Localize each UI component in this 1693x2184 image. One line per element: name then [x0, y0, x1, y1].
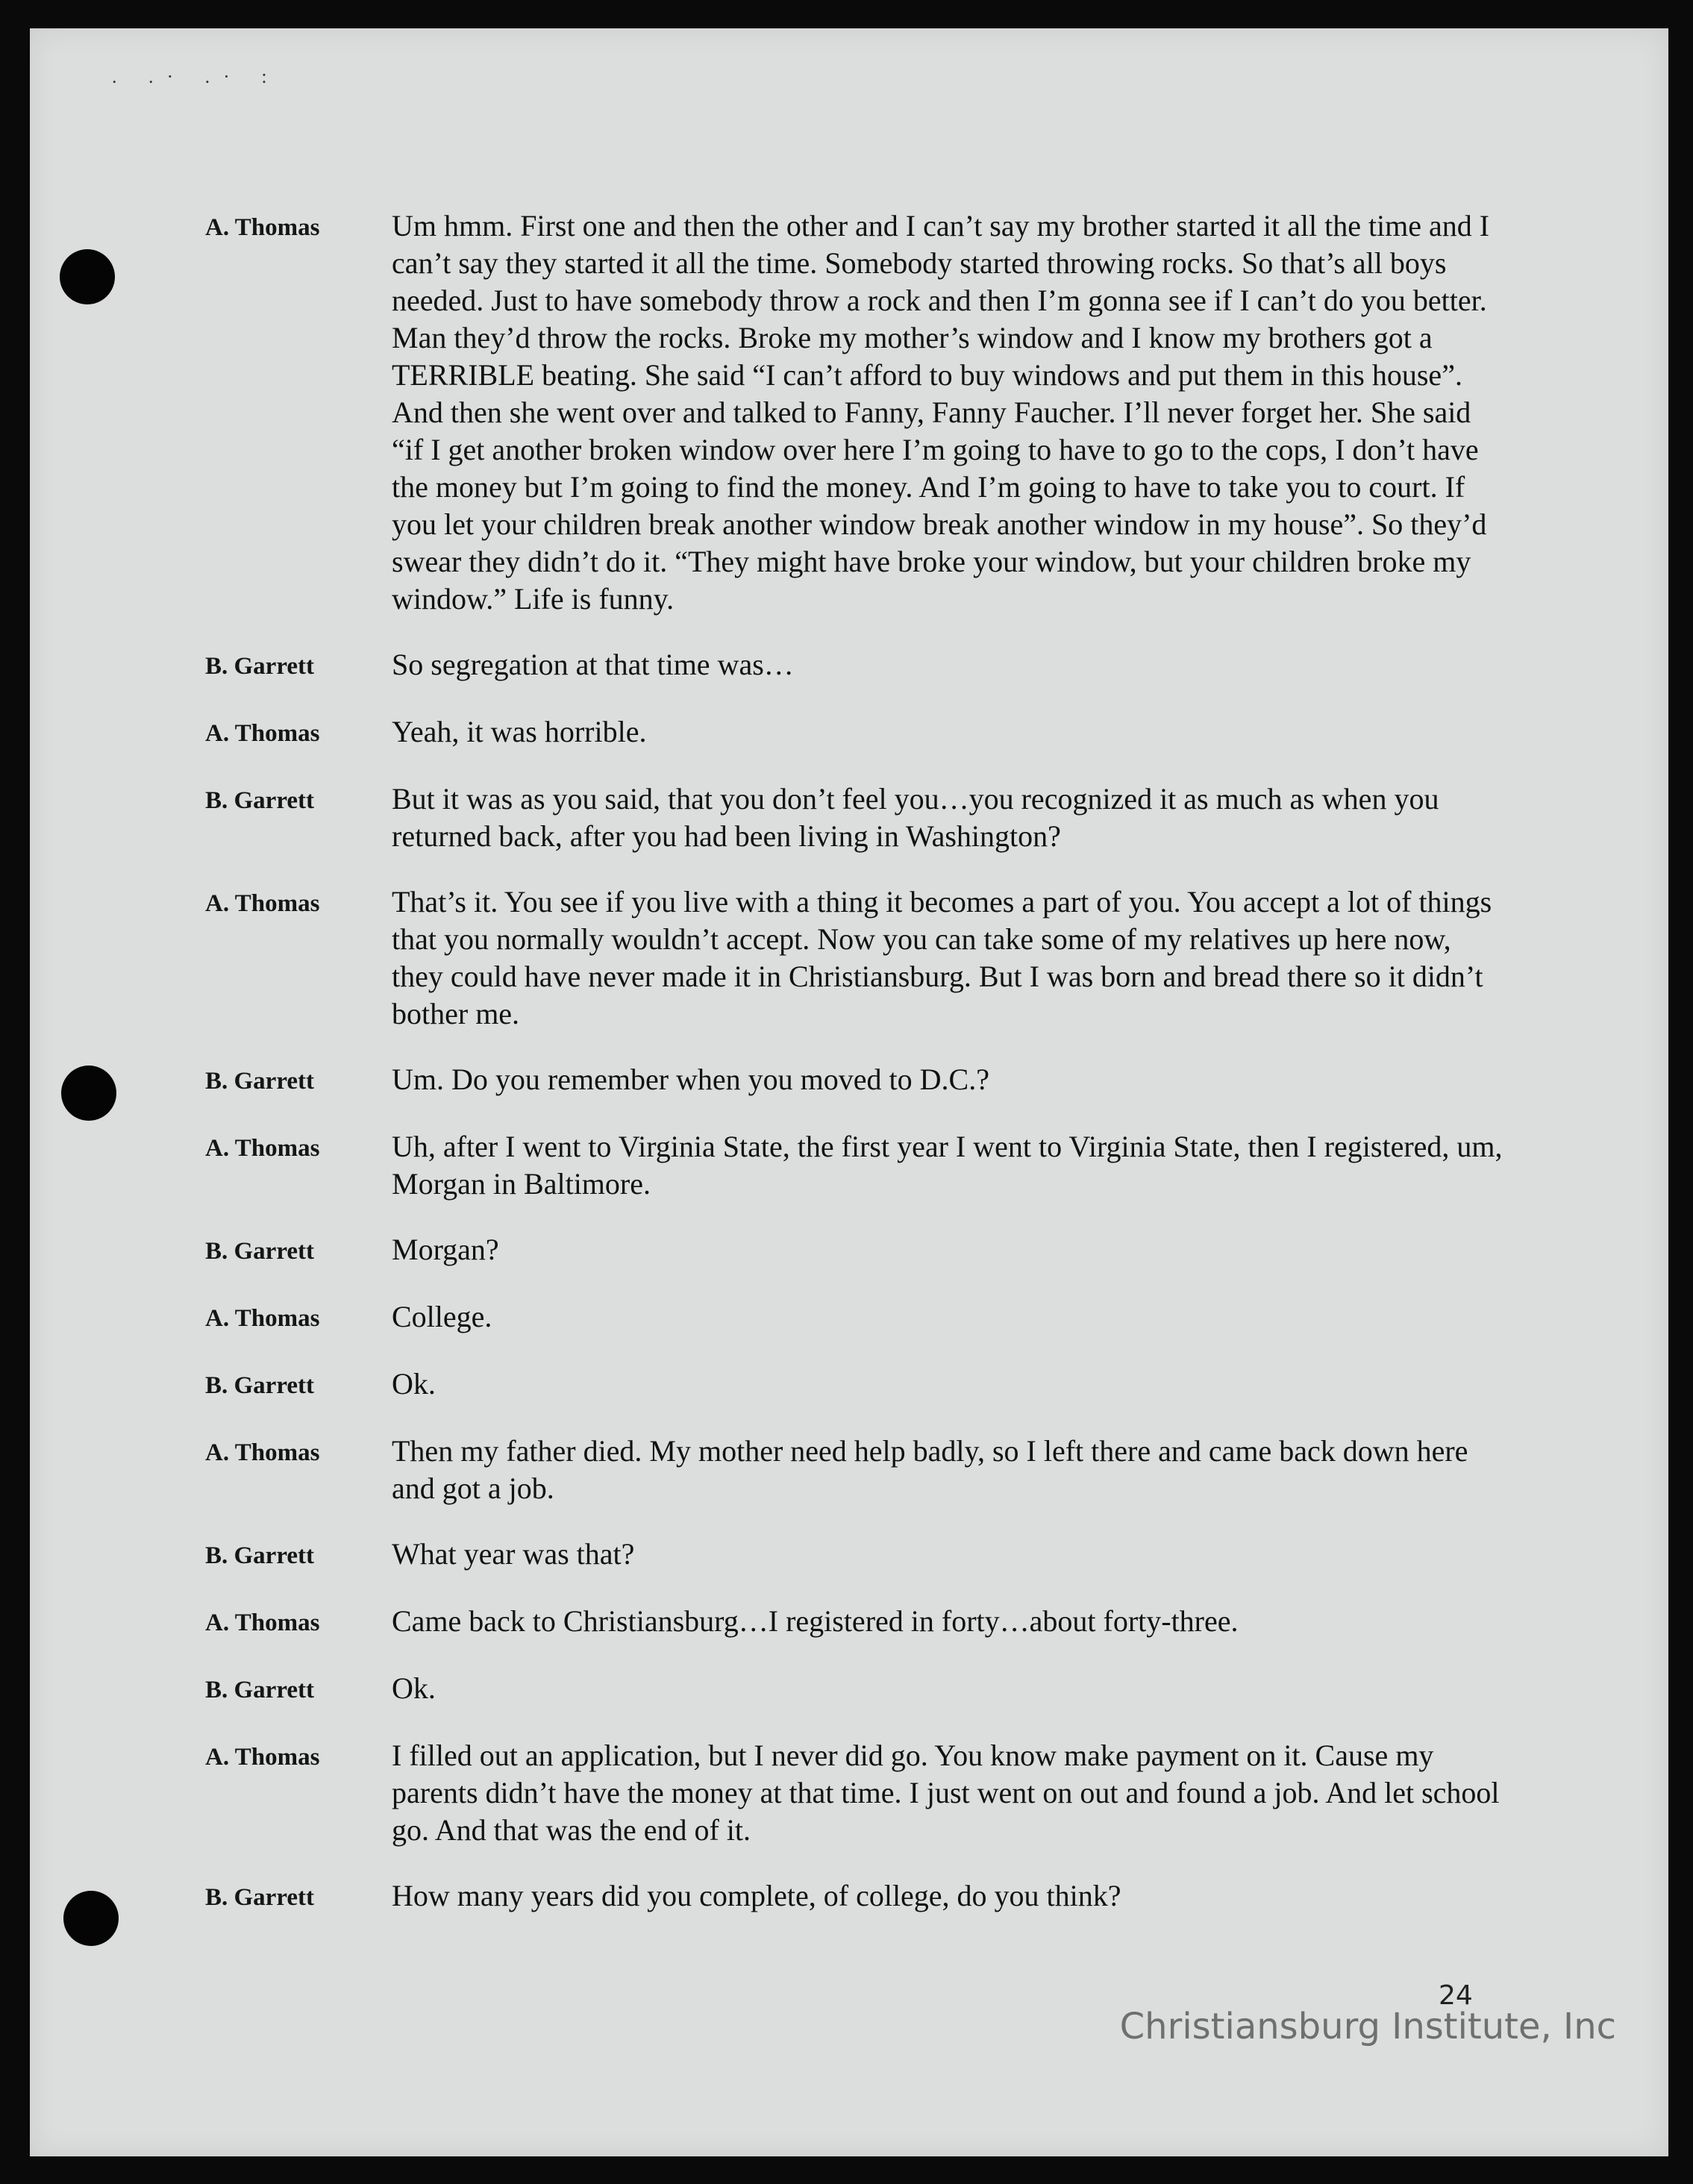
- punch-hole-bottom: [63, 1891, 119, 1946]
- speaker-label: B. Garrett: [205, 1372, 315, 1399]
- document-page: [30, 28, 1668, 2156]
- utterance-text: Morgan?: [392, 1233, 499, 1266]
- speaker-label: A. Thomas: [205, 1744, 320, 1771]
- punch-hole-top: [60, 249, 115, 304]
- punch-hole-middle: [61, 1066, 116, 1121]
- transcript-entry: [205, 1365, 1518, 1404]
- watermark: Christiansburg Institute, Inc: [1119, 2006, 1616, 2047]
- speaker-label: B. Garrett: [205, 1884, 315, 1911]
- speaker-label: A. Thomas: [205, 890, 320, 917]
- speaker-label: B. Garrett: [205, 1068, 315, 1095]
- speaker-label: B. Garrett: [205, 1677, 315, 1703]
- transcript-entry: [205, 1670, 1518, 1709]
- utterance-text: Um. Do you remember when you moved to D.C.?: [392, 1063, 989, 1096]
- page-number: 24: [1439, 1980, 1473, 2011]
- utterance-text: Came back to Christiansburg…I registered in forty…about forty-three.: [392, 1604, 1239, 1638]
- transcript-entry: [205, 780, 1518, 855]
- transcript-entry: [205, 883, 1518, 1033]
- transcript: [205, 207, 1518, 1944]
- utterance-text: Ok.: [392, 1671, 436, 1705]
- utterance-text: But it was as you said, that you don’t feel you…you recognized it as much as when you returned back, after you had been living in Washington?: [392, 782, 1439, 853]
- utterance-text: That’s it. You see if you live with a thing it becomes a part of you. You accept a lot of things that you normally wouldn’t accept. Now you can take some of my relatives up here now, they could have never made it in Christiansburg. But I was born and bread there so it didn’t bother me.: [392, 885, 1492, 1030]
- transcript-entry: [205, 1433, 1518, 1507]
- utterance-text: Yeah, it was horrible.: [392, 715, 647, 748]
- transcript-entry: [205, 713, 1518, 752]
- transcript-entry: [205, 1737, 1518, 1849]
- transcript-entry: [205, 207, 1518, 618]
- speaker-label: A. Thomas: [205, 1135, 320, 1162]
- transcript-entry: [205, 1231, 1518, 1270]
- utterance-text: So segregation at that time was…: [392, 648, 794, 681]
- utterance-text: Ok.: [392, 1367, 436, 1401]
- transcript-entry: [205, 1061, 1518, 1100]
- speaker-label: A. Thomas: [205, 1305, 320, 1332]
- utterance-text: Um hmm. First one and then the other and I can’t say my brother started it all the time and I can’t say they started it all the time. Somebody started throwing rocks. So that’s all boys needed. Just to have somebody throw a rock and then I’m gonna see if I can’t do you better. Man they’d throw the rocks. Broke my mother’s window and I know my brothers got a TERRIBLE beating. She said “I can’t afford to buy windows and put them in this house”. And then she went over and talked to Fanny, Fanny Faucher. I’ll never forget her. She said “if I get another broken window over here I’m going to have to go to the cops, I don’t have the money but I’m going to find the money. And I’m going to have to take you to court. If you let your children break another window break another window in my house”. So they’d swear they didn’t do it. “They might have broke your window, but your children broke my window.” Life is funny.: [392, 209, 1490, 616]
- speaker-label: A. Thomas: [205, 1609, 320, 1636]
- transcript-entry: [205, 1877, 1518, 1916]
- utterance-text: Then my father died. My mother need help badly, so I left there and came back down here and got a job.: [392, 1434, 1468, 1505]
- speaker-label: B. Garrett: [205, 787, 315, 814]
- speaker-label: A. Thomas: [205, 720, 320, 747]
- transcript-entry: [205, 1603, 1518, 1642]
- transcript-entry: [205, 646, 1518, 685]
- transcript-entry: [205, 1298, 1518, 1337]
- utterance-text: College.: [392, 1300, 492, 1333]
- utterance-text: I filled out an application, but I never did go. You know make payment on it. Cause my parents didn’t have the money at that time. I just went on out and found a job. And let school go. And that was the end of it.: [392, 1739, 1500, 1847]
- speaker-label: B. Garrett: [205, 1542, 315, 1569]
- corner-marks: . .· .· :: [112, 66, 281, 87]
- speaker-label: A. Thomas: [205, 1439, 320, 1466]
- speaker-label: B. Garrett: [205, 653, 315, 680]
- speaker-label: B. Garrett: [205, 1238, 315, 1265]
- utterance-text: What year was that?: [392, 1537, 635, 1571]
- utterance-text: Uh, after I went to Virginia State, the first year I went to Virginia State, then I registered, um, Morgan in Baltimore.: [392, 1130, 1503, 1201]
- transcript-entry: [205, 1128, 1518, 1203]
- utterance-text: How many years did you complete, of college, do you think?: [392, 1879, 1121, 1912]
- transcript-entry: [205, 1536, 1518, 1574]
- speaker-label: A. Thomas: [205, 214, 320, 241]
